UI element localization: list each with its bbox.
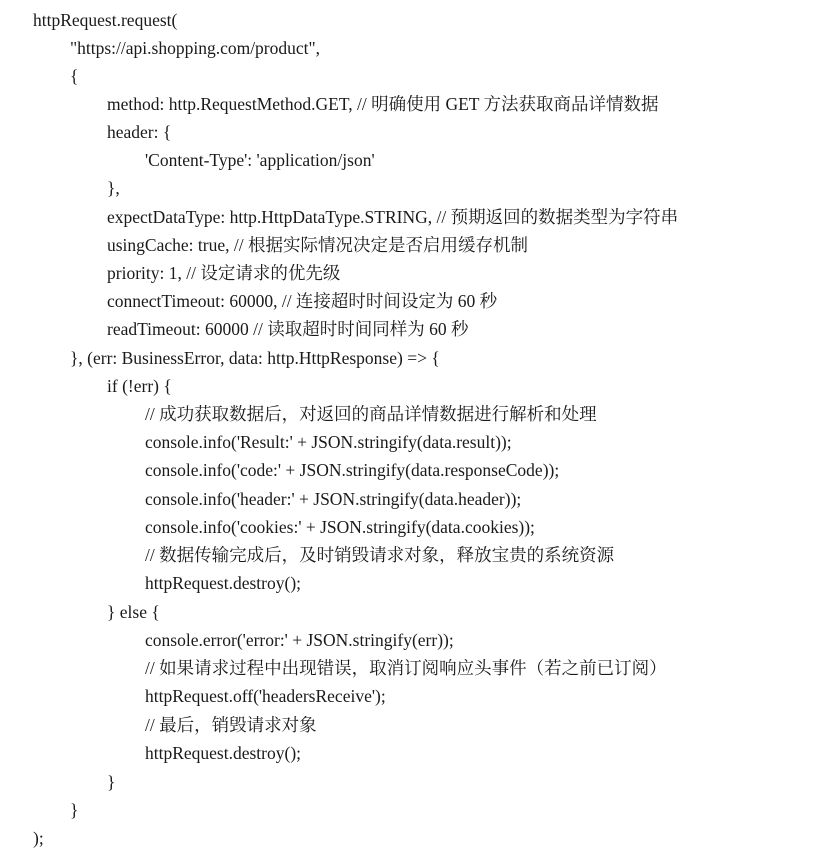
code-line: httpRequest.destroy(); bbox=[145, 573, 302, 593]
code-line: }, bbox=[107, 178, 120, 198]
code-line: ); bbox=[33, 828, 44, 848]
code-line: } bbox=[107, 772, 116, 792]
code-line: // 如果请求过程中出现错误，取消订阅响应头事件（若之前已订阅） bbox=[145, 658, 667, 678]
code-line: { bbox=[70, 66, 79, 86]
code-line: header: { bbox=[107, 122, 172, 142]
code-line: httpRequest.request( bbox=[33, 10, 178, 30]
code-line: method: http.RequestMethod.GET, // 明确使用 GET 方法获取商品详情数据 bbox=[107, 94, 659, 114]
code-line: } bbox=[70, 800, 79, 820]
code-line: "https://api.shopping.com/product", bbox=[70, 38, 321, 58]
code-line: expectDataType: http.HttpDataType.STRING, // 预期返回的数据类型为字符串 bbox=[107, 207, 679, 227]
code-line: if (!err) { bbox=[107, 376, 172, 396]
code-line: httpRequest.destroy(); bbox=[145, 743, 302, 763]
code-line: // 数据传输完成后，及时销毁请求对象，释放宝贵的系统资源 bbox=[145, 545, 615, 565]
code-line: console.error('error:' + JSON.stringify(err)); bbox=[145, 630, 454, 650]
code-line: console.info('Result:' + JSON.stringify(data.result)); bbox=[145, 432, 512, 452]
code-line: readTimeout: 60000 // 读取超时时间同样为 60 秒 bbox=[107, 319, 469, 339]
code-line: 'Content-Type': 'application/json' bbox=[145, 150, 375, 170]
code-line: // 成功获取数据后，对返回的商品详情数据进行解析和处理 bbox=[145, 404, 597, 424]
code-line: usingCache: true, // 根据实际情况决定是否启用缓存机制 bbox=[107, 235, 528, 255]
code-line: } else { bbox=[107, 602, 160, 622]
code-line: priority: 1, // 设定请求的优先级 bbox=[107, 263, 341, 283]
code-line: connectTimeout: 60000, // 连接超时时间设定为 60 秒 bbox=[107, 291, 498, 311]
code-line: console.info('cookies:' + JSON.stringify(data.cookies)); bbox=[145, 517, 535, 537]
code-line: console.info('code:' + JSON.stringify(data.responseCode)); bbox=[145, 460, 560, 480]
code-line: }, (err: BusinessError, data: http.HttpResponse) => { bbox=[70, 348, 440, 368]
code-line: // 最后，销毁请求对象 bbox=[145, 715, 317, 735]
code-line: console.info('header:' + JSON.stringify(data.header)); bbox=[145, 489, 522, 509]
code-line: httpRequest.off('headersReceive'); bbox=[145, 686, 386, 706]
